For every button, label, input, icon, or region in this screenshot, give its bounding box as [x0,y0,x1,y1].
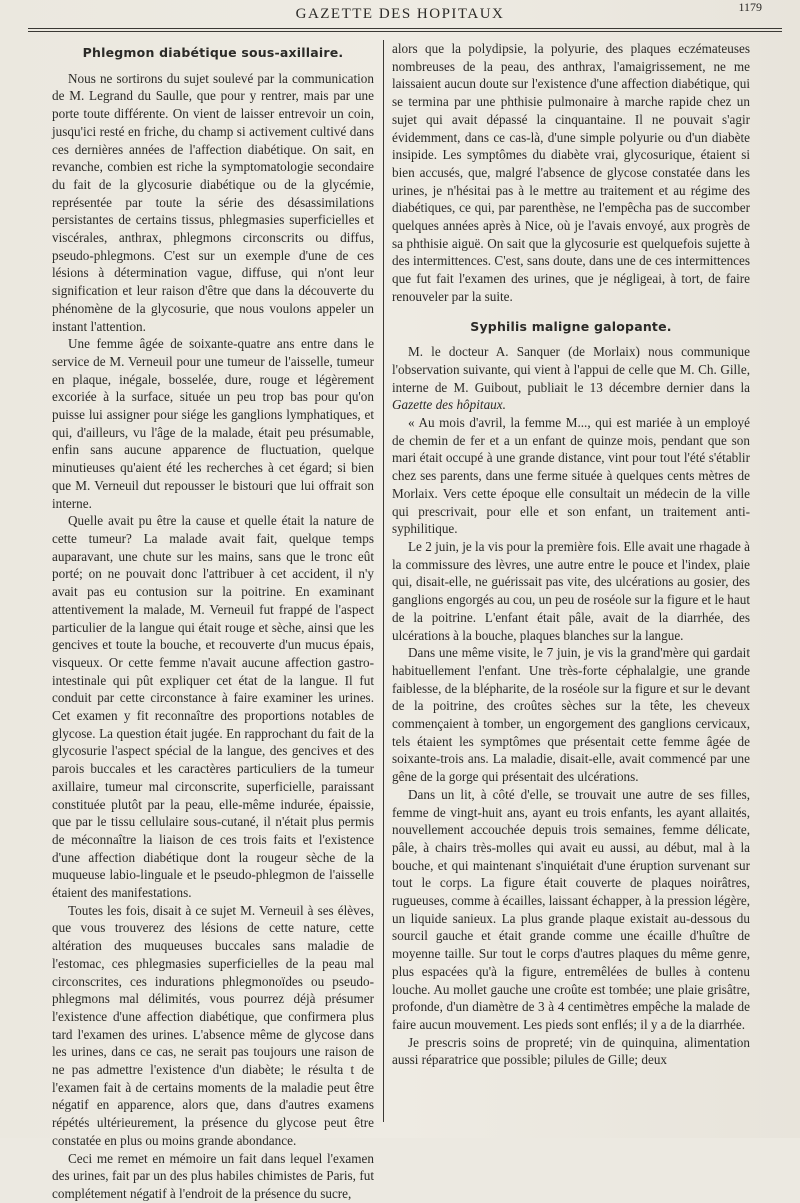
paragraph: Le 2 juin, je la vis pour la première fois. Elle avait une rhagade à la commissure des lèvres, une autre entre le pouce et l'index, plaie qui, disait-elle, ne guérissait pas vite, des ulcérations au gosier, des ganglions engorgés au cou, un peu de roséole sur la figure et le haut de la poitrine. L'enfant était pâle, avait de la diarrhée, des ulcérations à la bouche, plaques blanches sur la langue. [392,538,751,643]
paragraph: Dans une même visite, le 7 juin, je vis la grand'mère qui gardait habituellement l'enfant. Une très-forte céphalalgie, une grande faiblesse, de la blépharite, de la roséole sur la figure et sur le devant de la poitrine, des croûtes sèches sur la tête, les cheveux commençaient à tomber, un engorgement des ganglions cervicaux, tels étaient les symptômes que présentait cette femme âgée de soixante-trois ans. La maladie, disait-elle, avait commencé par une gêne de la gorge qui présentait des ulcérations. [392,645,750,785]
running-title: GAZETTE DES HOPITAUX [295,6,505,22]
page-number: 1179 [738,0,762,14]
paragraph-intro [392,343,750,414]
paragraph-continuation: alors que la polydipsie, la polyurie, des plaques eczémateuses nombreuses de la peau, des anthrax, l'amaigrissement, ne me laissaient aucun doute sur l'existence d'une affection diabétique, qui se termina par une phthisie pulmonaire à marche rapide chez un sujet qui avait dépassé la cinquantaine. Il ne pouvait s'agir évidemment, dans ce cas-là, d'une simple polyurie ou d'un diabète insipide. Les symptômes du diabète vrai, glycosurique, étaient si bien accusés, que, malgré l'absence de glycose constatée dans les urines, je n'hésitai pas à le mettre au traitement et au régime des diabétiques, ce qui, par parenthèse, ne l'empêcha pas de succomber quelques années après à Nice, où je l'avais envoyé, aux progrès de sa phthisie aiguë. On sait que la glycosurie est quelquefois sujette à des intermittences. C'est, sans doute, dans une de ces intermittences que fut fait l'examen des urines, que je négligeai, à tort, de faire renouveler par la suite. [392,41,750,304]
article-title-syphilis: Syphilis maligne galopante. [470,318,672,334]
paragraph: Toutes les fois, disait à ce sujet M. Verneuil à ses élèves, que vous trouverez des lésions de cette nature, cette altération des muqueuses buccales sans maladie de l'estomac, ces phlegmasies superficielles de la peau mal circonscrites, ces indurations phlegmonoïdes ou pseudo-phlegmons mal délimités, vous pourrez déjà présumer l'existence d'une affection diabétique, que confirmera plus tard l'examen des urines. L'absence même de glycose dans les urines, dans ce cas, ne serait pas toujours une raison de ne pas admettre l'existence d'un diabète; le résulta t de l'examen fait à de certains moments de la maladie peut être négatif en apparence, alors que, dans d'autres examens répétés ultérieurement, la présence du glycose peut être constatée en plus ou moins grande abondance. [52,902,374,1148]
paragraph: « Au mois d'avril, la femme M..., qui est mariée à un employé de chemin de fer et a un enfant de quinze mois, pendant que son mari était occupé à une grande distance, vint pour tout l'été s'établir chez ses parents, dans une ferme située à quelques cents mètres de Morlaix. Vers cette époque elle consultait un médecin de la ville qui prescrivait, pour elle et son enfant, un traitement anti-syphilitique. [392,415,750,537]
header-rule [28,28,782,32]
paragraph: Une femme âgée de soixante-quatre ans entre dans le service de M. Verneuil pour une tumeur de l'aisselle, tumeur en plaque, inégale, bosselée, dure, rouge et légèrement excoriée à la surface, située un peu trop bas pour qu'on puisse lui assigner pour siége les ganglions lymphatiques, et qui, d'ailleurs, vu l'âge de la malade, était peu présumable, enfin sans aucune apparence de fluctuation, quelque minutieuses qu'aient été les recherches à cet égard; si bien que M. Verneuil dut repousser le bistouri que lui offrait son interne. [52,336,374,511]
intro-text: M. le docteur A. Sanquer (de Morlaix) nous communique l'observation suivante, qui vient à l'appui de celle que M. Ch. Gille, interne de M. Guibout, publiait le 13 décembre dernier dans la [392,344,750,395]
paragraph: Nous ne sortirons du sujet soulevé par la communication de M. Legrand du Saulle, que pour y rentrer, mais par une porte toute différente. On vient de laisser entrevoir un coin, jusqu'ici resté en friche, du champ si activement cultivé dans ces dernières années de l'affection diabétique. On sait, en revanche, combien est riche la symptomatologie secondaire du fait de la glycosurie diabétique ou de la glycémie, représentée par toute la série des désassimilations persistantes de certains tissus, phlegmasies superficielles et viscérales, anthrax, phlegmons circonscrits ou diffus, pseudo-phlegmons. C'est sur un exemple d'une de ces lésions à détermination vague, diffuse, qui n'ont leur signification et leur raison d'être que dans la découverte du phénomène de la glycosurie, que nous voulons appeler un instant l'attention. [52,70,374,334]
paragraph: Ceci me remet en mémoire un fait dans lequel l'examen des urines, fait par un des plus habiles chimistes de Paris, fut complétement négatif à l'endroit de la présence du sucre, [52,1150,374,1201]
article-title-phlegmon: Phlegmon diabétique sous-axillaire. [82,45,344,60]
column-left [52,40,374,1201]
paragraph: Quelle avait pu être la cause et quelle était la nature de cette tumeur? La malade avait fait, quelque temps auparavant, une chute sur les mains, sans que le tronc eût porté; on ne pouvait donc l'attribuer à cet accident, il n'y avait pas eu contusion sur la poitrine. En examinant attentivement la malade, M. Verneuil fut frappé de l'aspect particulier de la langue qui était rouge et sèche, ainsi que les gencives et toute la bouche, et recouverte d'un mucus épais, visqueux. Or cette femme n'avait aucune affection gastro-intestinale qui pût expliquer cet état de la langue. Il fut conduit par cette circonstance à faire examiner les urines. Cet examen y fit reconnaître des proportions notables de glycose. La question était jugée. En rapprochant du fait de la glycosurie l'aspect spécial de la langue, des gencives et des parois buccales et les caractères particuliers de la tumeur axillaire, tumeur mal circonscrite, superficielle, paraissant constituée plutôt par la peau, elle-même indurée, épaissie, que par le tissu cellulaire sous-cutané, il n'était plus permis de méconnaître la liaison de ces trois faits et l'existence d'une affection diabétique dont la rougeur sèche de la muqueuse labio-linguale et le pseudo-phlegmon de l'aisselle étaient des manifestations. [52,513,374,901]
column-divider [383,40,384,1122]
paragraph: Je prescris soins de propreté; vin de quinquina, alimentation aussi réparatrice que possible; pilules de Gille; deux [392,1034,750,1068]
journal-name: Gazette des hôpitaux. [392,397,506,413]
paragraph: Dans un lit, à côté d'elle, se trouvait une autre de ses filles, femme de vingt-huit ans, ayant eu trois enfants, les ayant allaités, nouvellement accouchée depuis trois semaines, femme délicate, pâle, à chairs très-molles qui avait eu aussi, au début, mal à la bouche, et qui maintenant s'inquiétait d'une éruption survenant sur tout le corps. La figure était couverte de plaques noirâtres, rugueuses, comme à écailles, laissant échapper, à la pression légère, un liquide sanieux. La plus grande plaque existait au-dessous du sourcil gauche et était grande comme une écaille d'huître de moyenne taille. Sur tout le corps d'autres plaques du même genre, plus espacées qu'à la figure, entremêlées de bulles à contenu louche. Au mollet gauche une croûte est tombée; une plaie grisâtre, profonde, d'un diamètre de 3 à 4 centimètres empêche la malade de faire aucun mouvement. Les pieds sont enflés; il y a de la diarrhée. [392,786,750,1032]
column-right [392,40,750,1122]
